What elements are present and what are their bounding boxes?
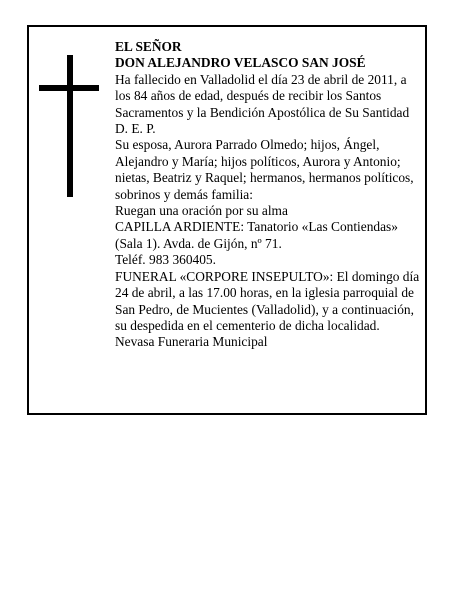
family-line: nietas, Beatriz y Raquel; hermanos, hermanos políticos, bbox=[115, 170, 414, 186]
family-line: sobrinos y demás familia: bbox=[115, 186, 253, 202]
cross-vertical-bar bbox=[67, 55, 73, 197]
chapel-line: (Sala 1). Avda. de Gijón, nº 71. bbox=[115, 235, 282, 251]
obituary-notice bbox=[27, 25, 427, 415]
rip-line: D. E. P. bbox=[115, 121, 156, 137]
prayer-request-line: Ruegan una oración por su alma bbox=[115, 203, 288, 219]
funeral-line: su despedida en el cementerio de dicha localidad. bbox=[115, 317, 380, 333]
deceased-name: DON ALEJANDRO VELASCO SAN JOSÉ bbox=[115, 55, 366, 71]
phone-line: Teléf. 983 360405. bbox=[115, 252, 216, 268]
family-line: Alejandro y María; hijos políticos, Aurora y Antonio; bbox=[115, 153, 401, 169]
chapel-line: CAPILLA ARDIENTE: Tanatorio «Las Contiendas» bbox=[115, 219, 398, 235]
funeral-line: San Pedro, de Mucientes (Valladolid), y a continuación, bbox=[115, 301, 414, 317]
deceased-title: EL SEÑOR bbox=[115, 39, 182, 54]
death-announcement-line: Ha fallecido en Valladolid el día 23 de abril de 2011, a bbox=[115, 71, 407, 87]
funeral-home-line: Nevasa Funeraria Municipal bbox=[115, 334, 268, 350]
death-announcement-line: Sacramentos y la Bendición Apostólica de Su Santidad bbox=[115, 104, 410, 120]
cross-horizontal-bar bbox=[39, 85, 99, 91]
notice-text bbox=[115, 39, 421, 351]
funeral-line: FUNERAL «CORPORE INSEPULTO»: El domingo día bbox=[115, 268, 420, 284]
funeral-line: 24 de abril, a las 17.00 horas, en la iglesia parroquial de bbox=[115, 285, 414, 301]
death-announcement-line: los 84 años de edad, después de recibir los Santos bbox=[115, 88, 382, 104]
family-line: Su esposa, Aurora Parrado Olmedo; hijos, Ángel, bbox=[115, 137, 380, 153]
